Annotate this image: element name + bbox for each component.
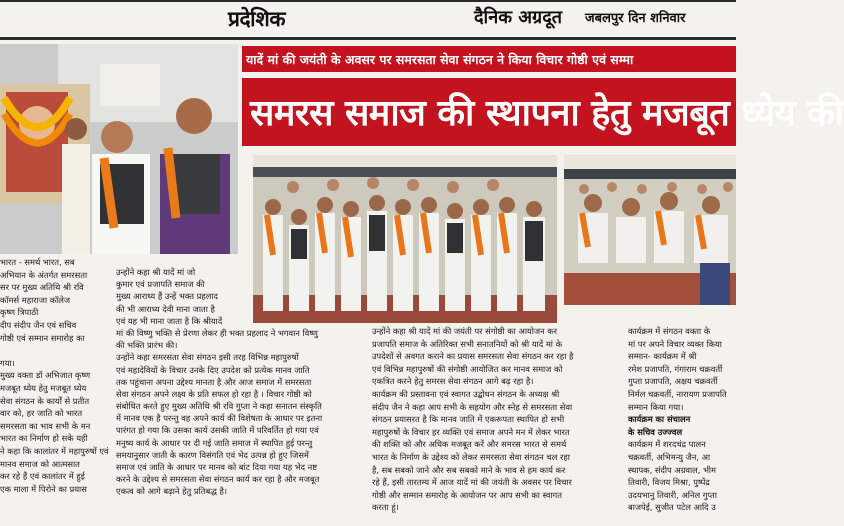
article-line: समरसता का भाव सभी के मन [0,420,91,431]
article-line: गया। [0,357,15,368]
article-line: तिवारी, विजय मिश्रा, पुष्पेंद्र [628,477,710,488]
article-line: एकत्व को आगे बढ़ाने हेतु प्रतिबद्ध है। [116,486,228,497]
section-label: प्रदेशिक [228,7,285,31]
article-line: करता हूं। [372,502,399,513]
article-line: महापुरुषों के विचार हर व्यक्ति एवं समाज अपने मन में लेकर भारत [372,426,570,437]
article-line: निर्मल चक्रवर्ती, नारायण प्रजापति [628,388,727,399]
article-line: उन्होंने कहा समरसता सेवा संगठन इसी तरह विभिन्न महापुरुषों [116,352,299,363]
article-line: रमेश प्रजापति, गंगाराम चक्रवर्ती [628,363,723,374]
article-line: एवं विभिन्न महापुरुषों की संगोष्ठी आयोजित कर मानव समाज को [372,363,563,374]
article-line [0,344,112,357]
headline: समरस समाज की स्थापना हेतु मजबूत ध्येय की [250,93,844,134]
article-line: समयानुसार जाती के कारण विसंगति एवं भेद उत्पन्न हो हुए जिसमें [116,449,309,460]
photo-speakers-bowing [0,44,238,254]
article-line: सम्मान- कार्यक्रम में श्री [628,351,697,362]
headline-band [242,78,844,146]
article-line: कर रहे हैं एवं कालांतर में हुई [0,471,85,482]
article-line: भारत - समर्थ भारत, सब [0,257,75,267]
article-line: पारंगत हो गया कि उसका कार्य उसकी जाति में परिवर्तित हो गया एवं [116,425,319,436]
article-line: मां पर अपने विचार व्यक्त किया [628,338,722,349]
article-line: संबोधित करते हुए मुख्य अतिथि श्री रवि गुप्ता ने कहा सनातन संस्कृति [116,401,322,412]
edition-city-day: जबलपुर दिन शनिवार [585,11,686,26]
photo-audience-seated [564,155,736,305]
article-line: गोष्ठी और सम्मान समारोह के आयोजन पर आप सभी का स्वागत [372,489,562,500]
article-line: स्थापक, संदीप अग्रवाल, भीम [628,464,717,475]
middle-column-text [116,266,366,498]
article-line: दीप संदीप जैन एवं सचिव [0,319,77,330]
article-line: करने के उद्देश्य से समरसता सेवा संगठन कार्य कर रहा है और मजबूत [116,474,320,485]
article-line: संदीप जैन ने कहा आप सभी के सहयोग और स्नेह से समरसता सेवा [372,401,573,412]
article-line: कृष्ण त्रिपाठी [0,307,39,318]
center-column-text [372,325,622,514]
article-line: अभियान के अंतर्गत समरसता [0,269,88,280]
masthead-bottom-rule [0,37,736,40]
article-line: मां की विष्णु भक्ति से प्रेरणा लेकर ही भक्त प्रहलाद ने भगवान विष्णु [116,327,318,338]
article-line: की शक्ति को और अधिक मजबूत करें और समरस भारत से समर्थ [372,439,567,450]
article-line: के सचिव उज्ज्वल [628,426,683,437]
article-line: एक माला में पिरोने का प्रयास [0,483,87,494]
article-line: कार्यक्रम में संगठन वक्ता के [628,326,711,336]
article-line: सर पर मुख्य अतिथि श्री रवि [0,282,84,293]
article-line: मानव समाज को आत्मसात [0,458,80,469]
article-line: मजबूत ध्येय हेतु मजबूत ध्येय [0,382,87,393]
newspaper-name: दैनिक अग्रदूत [474,7,563,28]
article-line: कार्यक्रम में शरदचंद्र पालन [628,439,706,450]
article-line: सेवा संगठन के कार्यों से प्रतीत [0,395,90,406]
article-line: ने कहा कि कालांतर में महापुरुषों एवं [0,445,109,456]
masthead [0,0,736,42]
right-article-column [628,325,736,526]
article-line: उन्होंने कहा श्री यादें मां जो [116,267,196,277]
article-line: बाजपेई, सुजीत पटेल आदि उ [628,502,716,513]
article-line: समाज एवं जाति के आधार पर मानव को बांट दिया गया यह भेद नष्ट [116,462,318,472]
article-line: कुमार एवं प्रजापति समाज की [116,279,205,290]
article-line: वार को, हर जाति को भारत [0,408,83,419]
article-line: गोष्ठी एवं सम्मान समारोह का [0,332,85,343]
article-line: उपदेशों से अवगत कराने का प्रयास समरसता सेवा संगठन कर रहा है [372,351,574,362]
article-line: चक्रवर्ती, अभिमन्यु जैन, आ [628,451,711,462]
article-line: मुख्य वक्ता डॉ अभिजात कृष्ण [0,370,91,381]
article-line: कार्यक्रम का संचालन [628,414,691,425]
article-line: की भक्ति प्रारंभ की। [116,340,178,351]
article-line: रहे हैं, इसी तारतम्य में आज यादें मां की जयंती के अवसर पर विचार [372,477,572,488]
left-article-column [0,256,112,526]
article-line: उन्होंने कहा श्री यादें मां की जयंती पर संगोष्ठी का आयोजन कर [372,326,558,336]
kicker-band [242,46,736,72]
article-line: भारत का निर्माण हो सके यही [0,433,88,444]
article-line: कार्यक्रम की प्रस्तावना एवं स्वागत उद्बोधन संगठन के अध्यक्ष श्री [372,388,560,399]
article-line: गुप्ता प्रजापति, अक्षय चक्रवर्ती [628,376,718,387]
article-line: भारत के निर्माण के उद्देश्य को लेकर समरसता सेवा संगठन चल रहा [372,451,570,462]
right-column-text [628,325,736,514]
article-line: उदयभानु तिवारी, अनिल गुप्ता [628,489,717,500]
article-line: की भी आराध्य देवी माना जाता है [116,303,215,314]
article-line: है, सब सबको जाने और सब सबको माने के भाव से हम कार्य कर [372,464,566,475]
article-line: सम्मान किया गया। [628,401,684,412]
article-line: एवं महादेवियों के विचार उनके दिए उपदेश को प्रत्येक मानव जाति [116,364,310,375]
article-line: कॉमर्स महाराजा कॉलेज [0,294,71,305]
article-line: में मानव एक है परन्तु वह अपने कार्य की विशेषता के आधार पर इतना [116,413,323,424]
kicker-text: यादें मां की जयंती के अवसर पर समरसता सेवा संगठन ने किया विचार गोष्ठी एवं सम्मा [246,52,634,67]
article-line: सेवा संगठन अपने लक्ष्य के प्रति सफल हो रहा है । विचार गोष्ठी को [116,388,312,399]
article-line: प्रजापति समाज के अतिरिक्त सभी सनातनियों को श्री यादें मां के [372,338,562,349]
article-line: मनुष्य कार्य के आधार पर दी गई जाति समाज में स्थापित हुई परन्तु [116,437,313,448]
article-line: मुख्य आराध्य हैं उन्हें भक्त प्रहलाद [116,291,218,302]
article-line: संगठन प्रयासरत है कि मानव जाति में एकरूपता स्थापित हो सभी [372,414,565,425]
article-line: एकत्रित करने हेतु समरस सेवा संगठन आगे बढ़ रहा है। [372,376,534,387]
article-line: तक पहुंचाना अपना उद्देश्य मानता है और आज समाज में समरसता [116,376,312,387]
article-line: एवं यह भी माना जाता है कि श्रीयादें [116,315,223,326]
center-article-column [372,325,622,526]
middle-article-column [116,266,366,526]
left-column-text [0,256,112,495]
masthead-top-rule [0,0,736,2]
